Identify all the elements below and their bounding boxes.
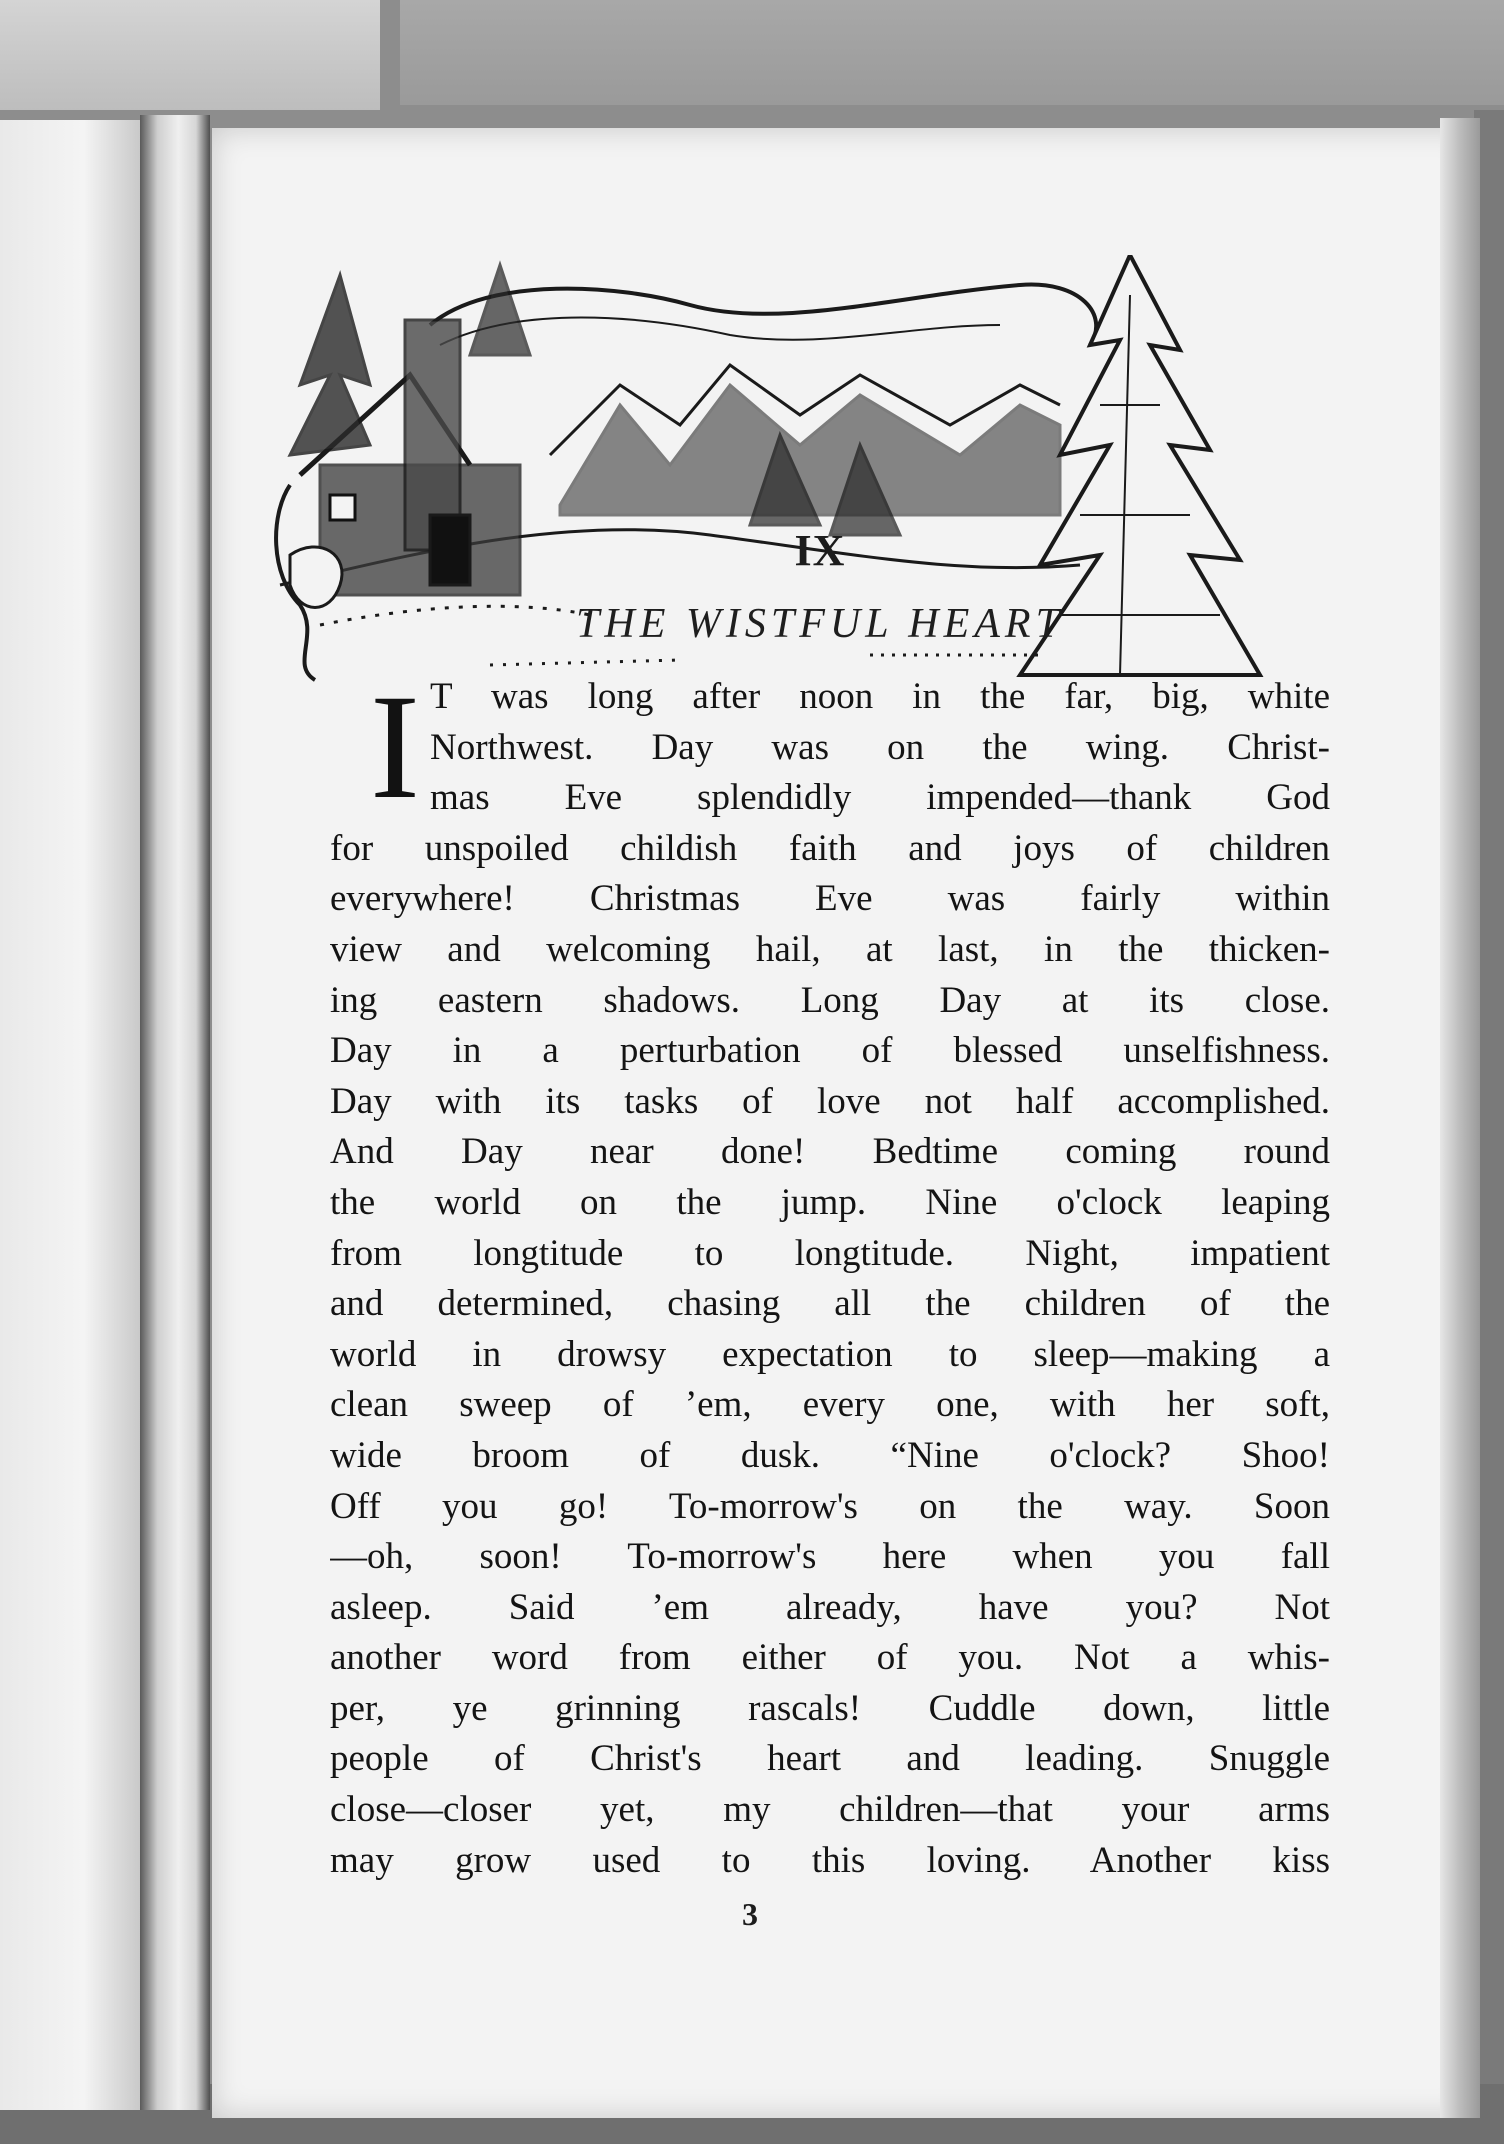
drop-cap: I [370,664,420,830]
text-line: ing eastern shadows. Long Day at its close. [330,979,1330,1021]
page-edge-shadow [1440,118,1480,2118]
background-book-top-left [0,0,380,110]
text-line: everywhere! Christmas Eve was fairly within [330,878,1330,920]
text-line: close—closer yet, my children—that your arms [330,1789,1330,1831]
text-line: from longtitude to longtitude. Night, impatient [330,1232,1330,1274]
text-line: clean sweep of ’em, every one, with her soft, [330,1384,1330,1426]
text-line: people of Christ's heart and leading. Snuggle [330,1738,1330,1780]
text-line: another word from either of you. Not a whis- [330,1637,1330,1679]
text-line: Northwest. Day was on the wing. Christ- [430,726,1330,768]
text-line: wide broom of dusk. “Nine o'clock? Shoo! [330,1434,1330,1476]
text-line: view and welcoming hail, at last, in the thicken- [330,928,1330,970]
book-gutter [140,115,210,2110]
text-line: asleep. Said ’em already, have you? Not [330,1586,1330,1628]
text-line: —oh, soon! To-morrow's here when you fall [330,1536,1330,1578]
text-line: Day with its tasks of love not half accomplished. [330,1080,1330,1122]
left-page [0,120,140,2110]
chapter-title: THE WISTFUL HEART [576,601,1064,647]
text-line: for unspoiled childish faith and joys of children [330,827,1330,869]
text-line: may grow used to this loving. Another kiss [330,1839,1330,1881]
page-number: 3 [742,1896,758,1932]
text-lines [330,664,1330,1886]
text-line: the world on the jump. Nine o'clock leaping [330,1181,1330,1223]
background-book-top-right [400,0,1504,105]
text-line: mas Eve splendidly impended—thank God [430,777,1330,819]
text-line: and determined, chasing all the children of the [330,1283,1330,1325]
chapter-body-text [330,664,1330,1886]
chapter-number: IX [794,526,846,575]
text-line: per, ye grinning rascals! Cuddle down, little [330,1687,1330,1729]
text-line: Off you go! To-morrow's on the way. Soon [330,1485,1330,1527]
text-line: And Day near done! Bedtime coming round [330,1131,1330,1173]
text-line: Day in a perturbation of blessed unselfishness. [330,1030,1330,1072]
text-line: T was long after noon in the far, big, white [430,676,1330,717]
text-line: world in drowsy expectation to sleep—making a [330,1333,1330,1375]
